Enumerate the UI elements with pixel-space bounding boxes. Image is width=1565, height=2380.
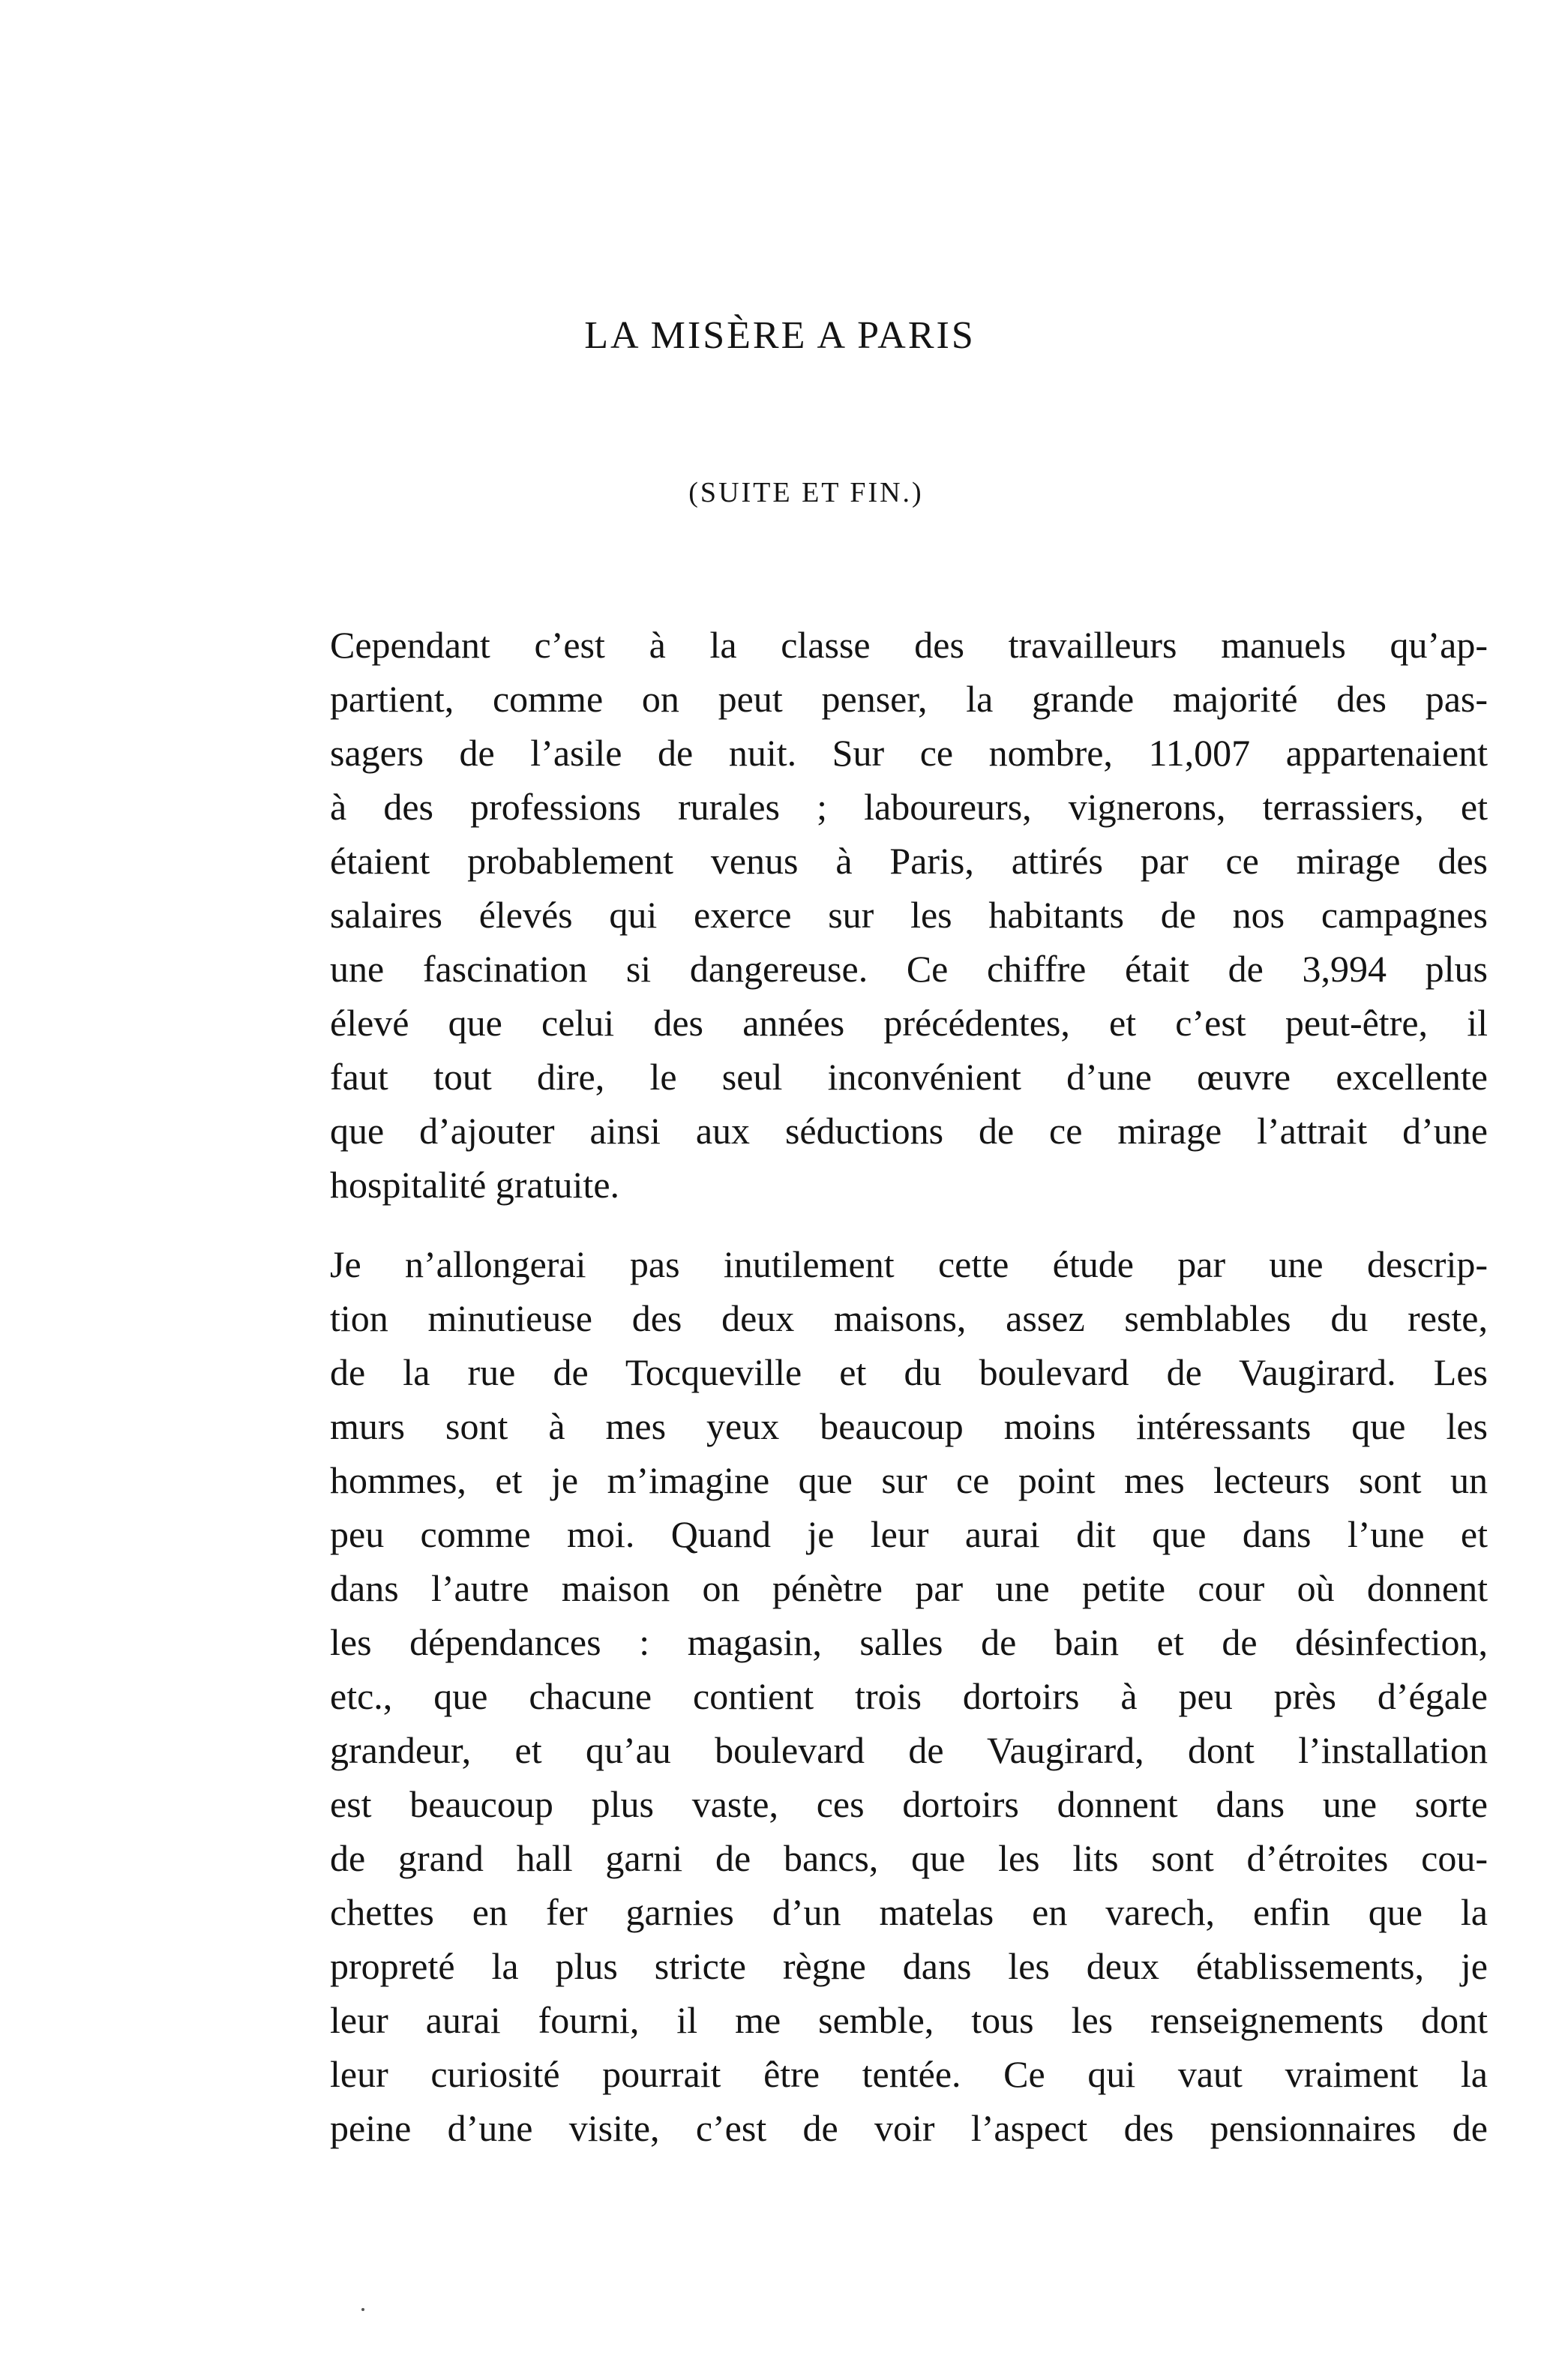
text-line: grandeur, et qu’au boulevard de Vaugirard, dont l’installation bbox=[330, 1729, 1488, 1771]
text-line: les dépendances : magasin, salles de bain et de désinfection, bbox=[330, 1621, 1488, 1663]
text-line: etc., que chacune contient trois dortoirs à peu près d’égale bbox=[330, 1675, 1488, 1717]
text-line: tion minutieuse des deux maisons, assez semblables du reste, bbox=[330, 1297, 1488, 1339]
text-line: de la rue de Tocqueville et du boulevard de Vaugirard. Les bbox=[330, 1351, 1488, 1393]
paragraph-2 bbox=[330, 1237, 1488, 2155]
text-line: partient, comme on peut penser, la grande majorité des pas- bbox=[330, 678, 1488, 720]
text-line: élevé que celui des années précédentes, et c’est peut-être, il bbox=[330, 1002, 1488, 1044]
text-line: salaires élevés qui exerce sur les habitants de nos campagnes bbox=[330, 894, 1488, 936]
text-line: étaient probablement venus à Paris, attirés par ce mirage des bbox=[330, 840, 1488, 882]
chapter-subtitle: (SUITE ET FIN.) bbox=[688, 477, 924, 508]
text-line: peine d’une visite, c’est de voir l’aspect des pensionnaires de bbox=[330, 2107, 1488, 2149]
paragraph-1 bbox=[330, 618, 1488, 1212]
text-line: Cependant c’est à la classe des travailleurs manuels qu’ap- bbox=[330, 624, 1488, 666]
text-line: une fascination si dangereuse. Ce chiffre était de 3,994 plus bbox=[330, 948, 1488, 990]
text-line: peu comme moi. Quand je leur aurai dit que dans l’une et bbox=[330, 1513, 1488, 1555]
text-line: murs sont à mes yeux beaucoup moins intéressants que les bbox=[330, 1405, 1488, 1447]
text-line: leur aurai fourni, il me semble, tous les renseignements dont bbox=[330, 1999, 1488, 2041]
text-line: leur curiosité pourrait être tentée. Ce qui vaut vraiment la bbox=[330, 2053, 1488, 2095]
text-line: à des professions rurales ; laboureurs, vignerons, terrassiers, et bbox=[330, 786, 1488, 828]
chapter-title: LA MISÈRE A PARIS bbox=[584, 314, 976, 357]
text-line: de grand hall garni de bancs, que les lits sont d’étroites cou- bbox=[330, 1837, 1488, 1879]
text-line: chettes en fer garnies d’un matelas en varech, enfin que la bbox=[330, 1891, 1488, 1933]
text-line: propreté la plus stricte règne dans les deux établissements, je bbox=[330, 1945, 1488, 1987]
text-line: dans l’autre maison on pénètre par une petite cour où donnent bbox=[330, 1567, 1488, 1609]
text-line: hospitalité gratuite. bbox=[330, 1164, 620, 1206]
text-line: que d’ajouter ainsi aux séductions de ce mirage l’attrait d’une bbox=[330, 1110, 1488, 1152]
print-speck bbox=[361, 2308, 364, 2311]
text-line: faut tout dire, le seul inconvénient d’une œuvre excellente bbox=[330, 1056, 1488, 1098]
text-line: sagers de l’asile de nuit. Sur ce nombre, 11,007 appartenaient bbox=[330, 732, 1488, 774]
text-line: est beaucoup plus vaste, ces dortoirs donnent dans une sorte bbox=[330, 1783, 1488, 1825]
text-line: Je n’allongerai pas inutilement cette étude par une descrip- bbox=[330, 1243, 1488, 1285]
text-line: hommes, et je m’imagine que sur ce point mes lecteurs sont un bbox=[330, 1459, 1488, 1501]
